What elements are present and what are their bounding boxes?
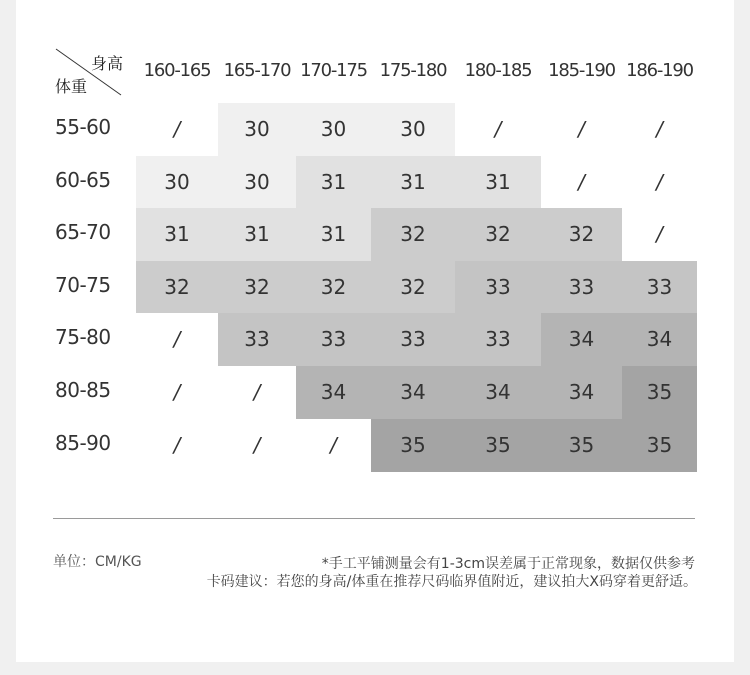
table-cell-size: 34 xyxy=(541,366,622,419)
table-cell-size: 34 xyxy=(622,313,697,366)
table-cell-size: 35 xyxy=(622,366,697,419)
table-cell-size: 32 xyxy=(296,261,371,314)
table-cell-size: 33 xyxy=(455,261,541,314)
row-header-weight: 65-70 xyxy=(55,220,111,245)
table-cell-size: 35 xyxy=(541,419,622,472)
table-cell-size: 32 xyxy=(218,261,296,314)
table-cell-size: 30 xyxy=(296,103,371,156)
table-cell-empty: / xyxy=(218,366,296,419)
height-axis-label: 身高 xyxy=(90,54,123,73)
table-cell-empty: / xyxy=(541,103,622,156)
column-header-height: 160-165 xyxy=(143,60,211,81)
table-cell-size: 31 xyxy=(455,156,541,209)
table-cell-size: 32 xyxy=(371,208,455,261)
table-cell-size: 35 xyxy=(455,419,541,472)
table-cell-empty: / xyxy=(218,419,296,472)
table-cell-size: 33 xyxy=(218,313,296,366)
table-cell-size: 30 xyxy=(371,103,455,156)
table-cell-size: 31 xyxy=(296,156,371,209)
sizing-advice-note: 卡码建议：若您的身高/体重在推荐尺码临界值附近，建议拍大X码穿着更舒适。 xyxy=(206,574,697,590)
table-cell-size: 32 xyxy=(371,261,455,314)
row-header-weight: 60-65 xyxy=(55,167,111,192)
row-header-weight: 75-80 xyxy=(55,325,111,350)
table-cell-empty: / xyxy=(136,419,218,472)
table-cell-size: 30 xyxy=(136,156,218,209)
table-cell-empty: / xyxy=(296,419,371,472)
table-cell-empty: / xyxy=(455,103,541,156)
table-cell-size: 31 xyxy=(371,156,455,209)
measurement-note: *手工平铺测量会有1-3cm误差属于正常现象，数据仅供参考 xyxy=(321,556,695,572)
unit-label: 单位：CM/KG xyxy=(53,554,142,570)
table-cell-size: 33 xyxy=(622,261,697,314)
table-cell-size: 33 xyxy=(541,261,622,314)
row-header-weight: 55-60 xyxy=(55,115,111,139)
table-cell-empty: / xyxy=(136,313,218,366)
table-cell-size: 31 xyxy=(296,208,371,261)
table-cell-size: 34 xyxy=(455,366,541,419)
weight-axis-label: 体重 xyxy=(55,77,88,96)
table-cell-empty: / xyxy=(622,208,697,261)
row-header-weight: 80-85 xyxy=(55,378,111,402)
table-cell-size: 34 xyxy=(371,366,455,419)
table-cell-empty: / xyxy=(622,156,697,209)
column-header-height: 170-175 xyxy=(300,60,367,81)
table-cell-empty: / xyxy=(136,103,218,156)
table-cell-size: 34 xyxy=(296,366,371,419)
table-cell-size: 35 xyxy=(371,419,455,472)
table-cell-empty: / xyxy=(136,366,218,419)
table-cell-size: 32 xyxy=(541,208,622,261)
table-cell-size: 31 xyxy=(218,208,296,261)
column-header-height: 185-190 xyxy=(548,60,615,81)
table-cell-size: 31 xyxy=(136,208,218,261)
table-cell-size: 32 xyxy=(136,261,218,314)
table-cell-size: 33 xyxy=(455,313,541,366)
column-header-height: 180-185 xyxy=(464,60,532,81)
divider-line xyxy=(53,518,695,519)
column-header-height: 175-180 xyxy=(379,60,447,81)
column-header-height: 165-170 xyxy=(223,60,291,81)
row-header-weight: 85-90 xyxy=(55,430,111,455)
table-cell-size: 34 xyxy=(541,313,622,366)
table-cell-empty: / xyxy=(541,156,622,209)
table-cell-size: 30 xyxy=(218,156,296,209)
table-cell-size: 33 xyxy=(371,313,455,366)
table-corner-header xyxy=(55,47,123,97)
table-cell-size: 35 xyxy=(622,419,697,472)
table-cell-size: 32 xyxy=(455,208,541,261)
row-header-weight: 70-75 xyxy=(55,272,111,297)
table-cell-size: 30 xyxy=(218,103,296,156)
column-header-height: 186-190 xyxy=(626,60,693,81)
table-cell-empty: / xyxy=(622,103,697,156)
table-cell-size: 33 xyxy=(296,313,371,366)
